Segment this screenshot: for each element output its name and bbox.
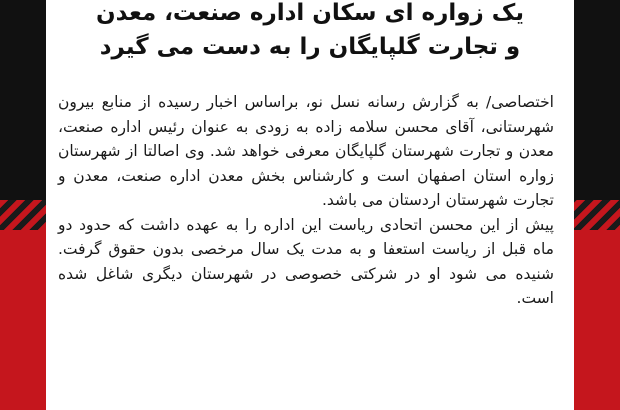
headline-line-2: و تجارت گلپایگان را به دست می گیرد: [99, 34, 521, 60]
headline-line-1: یک زواره ای سکان اداره صنعت، معدن: [96, 0, 524, 26]
article-paragraph-2: پیش از این محسن اتحادی ریاست این اداره را به عهده داشت که حدود دو ماه قبل از ریاست استعفا و به مدت یک سال مرخصی بدون حقوق گرفت. شنیده می شود او در شرکتی خصوصی در شهرستان دیگری شاغل شده است.: [58, 215, 554, 307]
article-headline: [46, 0, 574, 64]
article-card: [46, 0, 574, 410]
article-paragraph-1: اختصاصی/ به گزارش رسانه نسل نو، براساس اخبار رسیده از منابع بیرون شهرستانی، آقای محسن سلامه زاده به زودی به عنوان رئیس اداره صنعت، معدن و تجارت شهرستان گلپایگان معرفی خواهد شد. وی اصالتا از شهرستان زواره استان اصفهان است و کارشناس بخش معدن اداره صنعت، معدن و تجارت شهرستان اردستان می باشد.: [58, 93, 554, 209]
article-body: [58, 90, 554, 311]
